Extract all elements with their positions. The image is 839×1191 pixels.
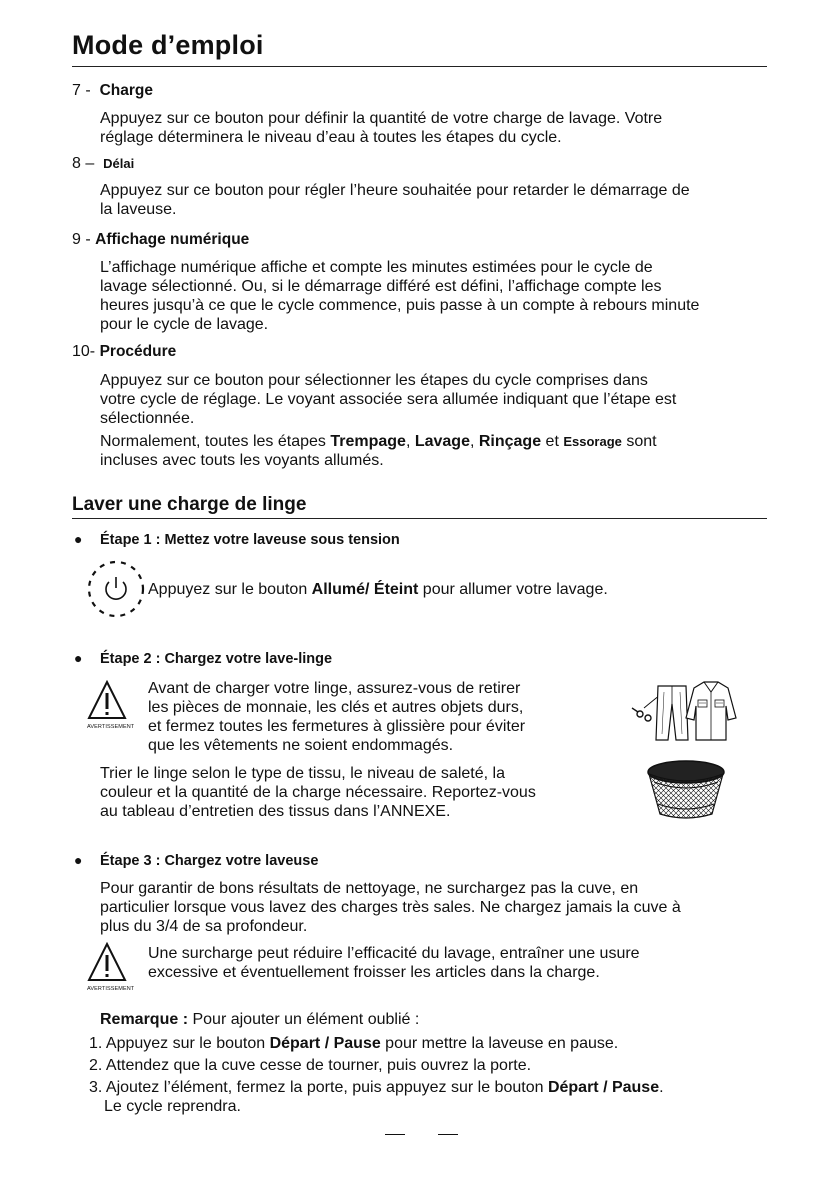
item-8-header [72, 154, 134, 173]
item-9-header [72, 230, 249, 249]
remark-line: Remarque : Pour ajouter un élément oublié : [100, 1011, 420, 1028]
warning-icon [87, 680, 127, 722]
step-3-text: Pour garantir de bons résultats de nettoyage, ne surchargez pas la cuve, en particulier lorsque vous lavez des charges très sales. Ne chargez jamais la cuve à plus du 3/4 de sa profondeur. [100, 880, 681, 935]
bullet-step-1: ● [74, 531, 83, 547]
item-7-header [72, 81, 153, 100]
page-title: Mode d’emploi [72, 30, 264, 60]
page-mark-right [438, 1134, 458, 1135]
remark-label: Remarque : [100, 1011, 189, 1028]
step-1-heading: Étape 1 : Mettez votre laveuse sous tension [100, 532, 400, 548]
item-10-heading: Procédure [99, 343, 177, 360]
remark-steps: 1. Appuyez sur le bouton Départ / Pause pour mettre la laveuse en pause. 2. Attendez que la cuve cesse de tourner, puis ouvrez la porte. 3. Ajoutez l’élément, fermez la porte, puis appuyez sur le bouton Départ / Pause. Le cycle reprendra. [89, 1035, 664, 1115]
laundry-basket-illustration [646, 758, 726, 822]
step-2-sort-text: Trier le linge selon le type de tissu, le niveau de saleté, la couleur et la quantité de la charge nécessaire. Reportez-vous au tableau d’entretien des tissus dans l’ANNEXE. [100, 765, 536, 820]
step-2-heading: Étape 2 : Chargez votre lave-linge [100, 651, 333, 667]
warning-label: AVERTISSEMENT [87, 986, 135, 992]
step-3-warning-text: Une surcharge peut réduire l’efficacité du lavage, entraîner une usure excessive et éventuellement froisser les articles dans la charge. [148, 945, 640, 981]
warning-icon [87, 942, 127, 984]
item-7-text: Appuyez sur ce bouton pour définir la quantité de votre charge de lavage. Votre réglage déterminera le niveau d’eau à toutes les étapes du cycle. [100, 110, 663, 146]
warning-label: AVERTISSEMENT [87, 724, 135, 730]
item-10-text: Appuyez sur ce bouton pour sélectionner les étapes du cycle comprises dans votre cycle de réglage. Le voyant associée sera allumée indiquant que l’étape est sélectionnée. [100, 372, 677, 427]
bullet-step-2: ● [74, 650, 83, 666]
item-8-number: 8 – [72, 155, 95, 172]
item-10-header [72, 342, 176, 361]
section-rule [72, 518, 767, 519]
item-9-number: 9 - [72, 231, 91, 248]
item-10-normal: Normalement, toutes les étapes Trempage, Lavage, Rinçage et Essorage sont incluses avec touts les voyants allumés. [100, 433, 657, 469]
section-title: Laver une charge de linge [72, 494, 307, 515]
item-7-number: 7 - [72, 82, 91, 99]
item-8-heading: Délai [103, 156, 135, 171]
step-3-heading: Étape 3 : Chargez votre laveuse [100, 853, 319, 869]
clothing-illustration [628, 678, 740, 746]
item-7-heading: Charge [99, 82, 153, 99]
bullet-step-3: ● [74, 852, 83, 868]
step-1-text: Appuyez sur le bouton Allumé/ Éteint pour allumer votre lavage. [148, 581, 608, 598]
item-9-heading: Affichage numérique [95, 231, 250, 248]
warning-block-1 [87, 680, 141, 740]
item-10-number: 10- [72, 343, 96, 360]
page-mark-left [385, 1134, 405, 1135]
item-9-text: L’affichage numérique affiche et compte les minutes estimées pour le cycle de lavage sélectionné. Ou, si le démarrage différé est défini, l’affichage compte les heures jusqu’à ce que le cycle commence, puis passe à un compte à rebours minute pour le cycle de lavage. [100, 259, 700, 333]
power-icon [86, 560, 146, 620]
warning-block-2 [87, 942, 141, 1002]
step-2-warning-text: Avant de charger votre linge, assurez-vous de retirer les pièces de monnaie, les clés et autres objets durs, et fermez toutes les fermetures à glissière pour éviter que les vêtements ne soient endommagés. [148, 680, 526, 754]
title-rule [72, 66, 767, 67]
item-8-text: Appuyez sur ce bouton pour régler l’heure souhaitée pour retarder le démarrage de la laveuse. [100, 182, 690, 218]
power-button-label: Allumé/ Éteint [311, 581, 419, 598]
